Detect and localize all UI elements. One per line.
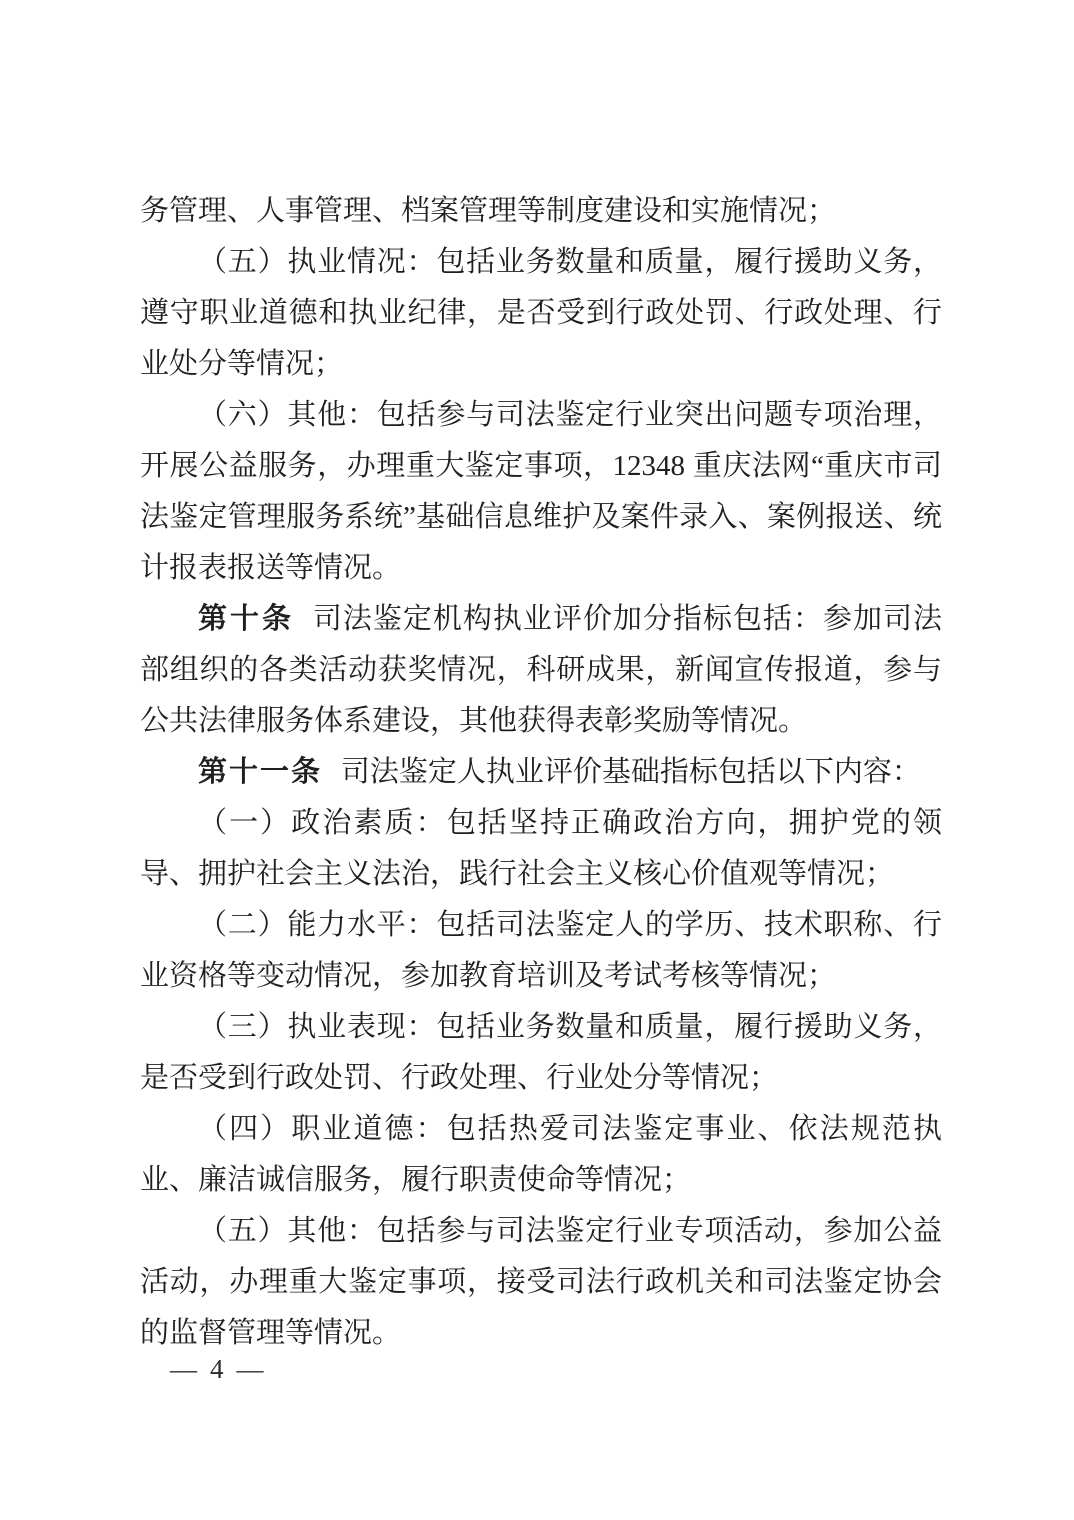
body-text	[140, 186, 942, 1359]
article-number: 第十一条	[198, 756, 323, 788]
paragraph	[140, 186, 942, 237]
paragraph	[140, 390, 942, 594]
article-paragraph	[140, 594, 942, 747]
article-number: 第十条	[198, 603, 295, 635]
paragraph-text: 务管理、人事管理、档案管理等制度建设和实施情况；	[140, 195, 837, 227]
paragraph	[140, 1002, 942, 1104]
paragraph-text: （五）执业情况：包括业务数量和质量，履行援助义务，遵守职业道德和执业纪律，是否受到行政处罚、行政处理、行业处分等情况；	[140, 246, 942, 380]
paragraph	[140, 798, 942, 900]
paragraph-text: 司法鉴定机构执业评价加分指标包括：参加司法部组织的各类活动获奖情况，科研成果，新闻宣传报道，参与公共法律服务体系建设，其他获得表彰奖励等情况。	[140, 603, 942, 737]
paragraph	[140, 1206, 942, 1359]
paragraph	[140, 237, 942, 390]
page-number-value: 4	[210, 1354, 224, 1384]
paragraph-text: （一）政治素质：包括坚持正确政治方向，拥护党的领导、拥护社会主义法治，践行社会主义核心价值观等情况；	[140, 807, 942, 890]
paragraph-text: （四）职业道德：包括热爱司法鉴定事业、依法规范执业、廉洁诚信服务，履行职责使命等情况；	[140, 1113, 942, 1196]
paragraph	[140, 900, 942, 1002]
page-number-dash-right: —	[236, 1354, 264, 1384]
paragraph-text: （二）能力水平：包括司法鉴定人的学历、技术职称、行业资格等变动情况，参加教育培训及考试考核等情况；	[140, 909, 942, 992]
paragraph-text: （五）其他：包括参与司法鉴定行业专项活动，参加公益活动，办理重大鉴定事项，接受司法行政机关和司法鉴定协会的监督管理等情况。	[140, 1215, 942, 1349]
paragraph-text: （六）其他：包括参与司法鉴定行业突出问题专项治理，开展公益服务，办理重大鉴定事项，12348 重庆法网“重庆市司法鉴定管理服务系统”基础信息维护及案件录入、案例报送、统计报表报送等情况。	[140, 399, 942, 584]
paragraph-text: （三）执业表现：包括业务数量和质量，履行援助义务，是否受到行政处罚、行政处理、行业处分等情况；	[140, 1011, 942, 1094]
paragraph-text: 司法鉴定人执业评价基础指标包括以下内容：	[340, 756, 921, 788]
article-paragraph	[140, 747, 942, 798]
paragraph	[140, 1104, 942, 1206]
page-number	[170, 1352, 264, 1386]
page-number-dash-left: —	[170, 1354, 197, 1384]
